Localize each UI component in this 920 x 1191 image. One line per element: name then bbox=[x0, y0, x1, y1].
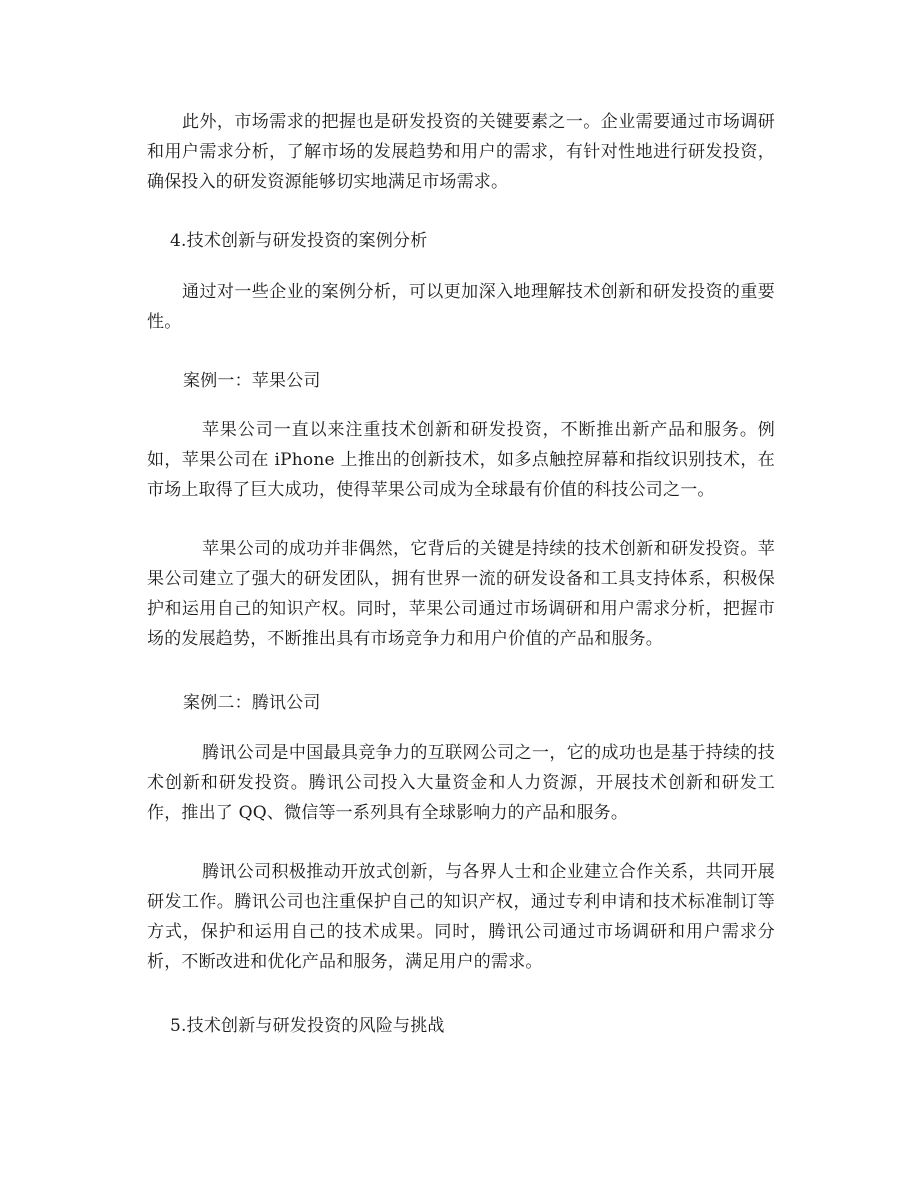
case-2-title: 案例二：腾讯公司 bbox=[183, 693, 321, 713]
paragraph-case-2-part-2: 腾讯公司积极推动开放式创新，与各界人士和企业建立合作关系，共同开展研发工作。腾讯公司也注重保护自己的知识产权，通过专利申请和技术标准制订等方式，保护和运用自己的技术成果。同时，腾讯公司通过市场调研和用户需求分析，不断改进和优化产品和服务，满足用户的需求。 bbox=[147, 862, 775, 972]
case-1-title: 案例一：苹果公司 bbox=[183, 371, 321, 391]
paragraph-case-2-part-1: 腾讯公司是中国最具竞争力的互联网公司之一，它的成功也是基于持续的技术创新和研发投资。腾讯公司投入大量资金和人力资源，开展技术创新和研发工作，推出了 QQ、微信等一系列具有全球影响力的产品和服务。 bbox=[147, 743, 775, 823]
paragraph-case-1-part-1: 苹果公司一直以来注重技术创新和研发投资，不断推出新产品和服务。例如，苹果公司在 iPhone 上推出的创新技术，如多点触控屏幕和指纹识别技术，在市场上取得了巨大成功，使得苹果公司成为全球最有价值的科技公司之一。 bbox=[147, 420, 775, 500]
section-5-heading: 5.技术创新与研发投资的风险与挑战 bbox=[170, 1016, 445, 1036]
section-4-heading: 4.技术创新与研发投资的案例分析 bbox=[170, 231, 428, 251]
paragraph-case-1-part-2: 苹果公司的成功并非偶然，它背后的关键是持续的技术创新和研发投资。苹果公司建立了强大的研发团队，拥有世界一流的研发设备和工具支持体系，积极保护和运用自己的知识产权。同时，苹果公司通过市场调研和用户需求分析，把握市场的发展趋势，不断推出具有市场竞争力和用户价值的产品和服务。 bbox=[147, 539, 775, 649]
paragraph-market-demand: 此外，市场需求的把握也是研发投资的关键要素之一。企业需要通过市场调研和用户需求分析，了解市场的发展趋势和用户的需求，有针对性地进行研发投资，确保投入的研发资源能够切实地满足市场需求。 bbox=[147, 112, 775, 192]
paragraph-section-4-intro: 通过对一些企业的案例分析，可以更加深入地理解技术创新和研发投资的重要性。 bbox=[147, 282, 775, 332]
